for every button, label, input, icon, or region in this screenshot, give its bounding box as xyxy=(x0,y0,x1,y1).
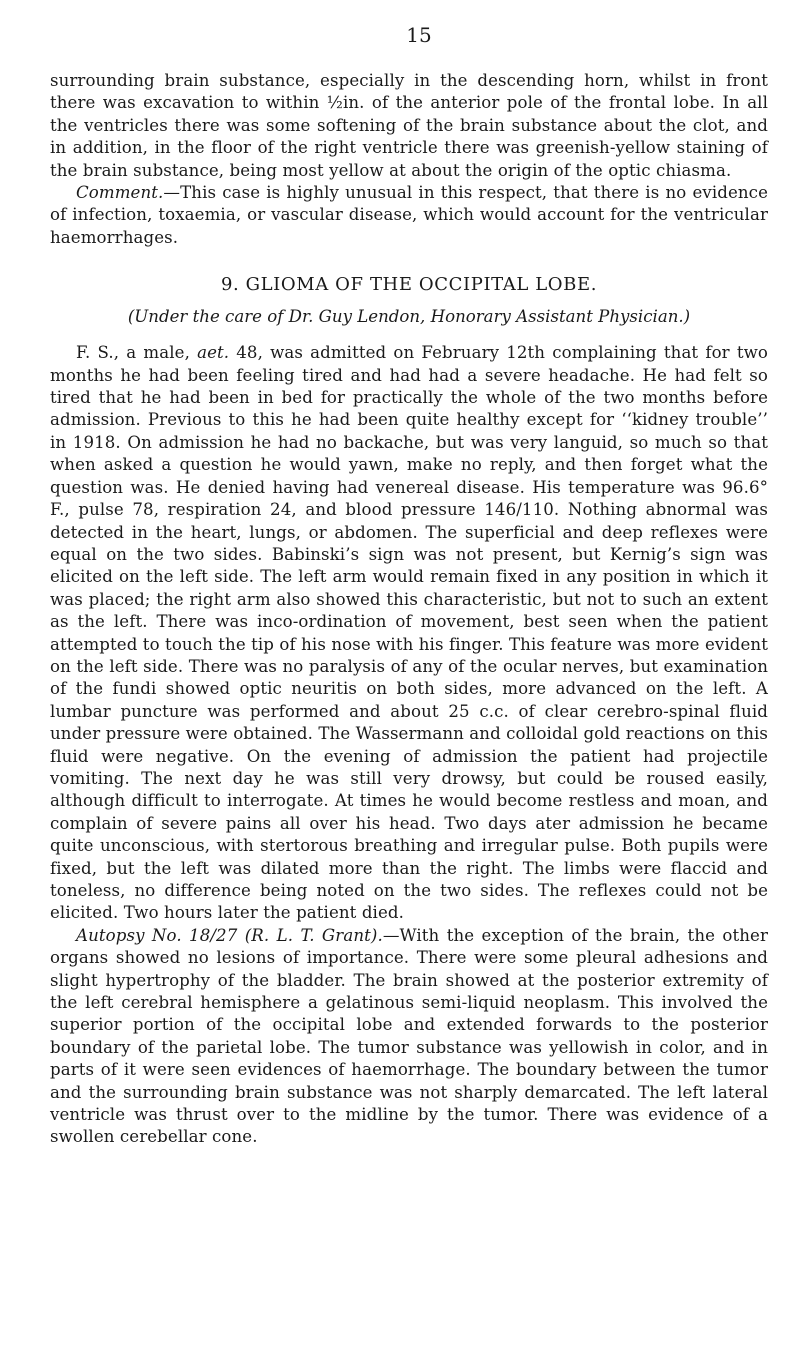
intro-paragraph: surrounding brain substance, especially in the descending horn, whilst in front there was excavation to within ½in. of the anterior pole of the frontal lobe. In all the ventricles there was some softening of the brain substance about the clot, and in addition, in the floor of the right ventricle there was greenish-yellow staining of the brain substance, being most yellow at about the origin of the optic chiasma. xyxy=(50,71,768,180)
page xyxy=(50,22,768,1149)
comment-label: Comment. xyxy=(76,183,164,203)
case-subheading-text: (Under the care of Dr. Guy Lendon, Honorary Assistant Physician.) xyxy=(127,307,691,327)
case-text-2: 48, was admitted on February 12th complaining that for two months he had been feeling tired and had had a severe headache. He had felt so tired that he had been in bed for practically the whole of the two months before admission. Previous to this he had been quite healthy except for ‘‘kidney trouble’’ in 1918. On admission he had no backache, but was very languid, so much so that when asked a question he would yawn, make no reply, and then forget what the question was. He denied having had venereal disease. His temperature was 96.6° F., pulse 78, respiration 24, and blood pressure 146/110. Nothing abnormal was detected in the heart, lungs, or abdomen. The superficial and deep reflexes were equal on the two sides. Babinski’s sign was not present, but Kernig’s sign was elicited on the left side. The left arm would remain fixed in any position in which it was placed; the right arm also showed this characteristic, but not to such an extent as the left. There was inco-ordination of movement, best seen when the patient attempted to touch the tip of his nose with his finger. This feature was more evident on the left side. There was no paralysis of any of the ocular nerves, but examination of the fundi showed optic neuritis on both sides, more advanced on the left. A lumbar puncture was performed and about 25 c.c. of clear cerebro-spinal fluid under pressure were obtained. The Wassermann and colloidal gold reactions on this fluid were negative. On the evening of admission the patient had projectile vomiting. The next day he was still very drowsy, but could be roused easily, although difficult to interrogate. At times he would become restless and moan, and complain of severe pains all over his head. Two days ater admission he became quite unconscious, with stertorous breathing and irregular pulse. Both pupils were fixed, but the left was dilated more than the right. The limbs were flaccid and toneless, no difference being noted on the two sides. The reflexes could not be elicited. Two hours later the patient died. xyxy=(50,343,768,923)
comment-paragraph xyxy=(50,182,768,249)
case-heading: 9. GLIOMA OF THE OCCIPITAL LOBE. xyxy=(220,274,598,296)
comment-text: —This case is highly unusual in this respect, that there is no evidence of infection, toxaemia, or vascular disease, which would account for the ventricular haemorrhages. xyxy=(50,183,768,247)
case-text-1: F. S., a male, xyxy=(76,343,198,363)
case-paragraph xyxy=(50,342,768,925)
autopsy-text: —With the exception of the brain, the other organs showed no lesions of importance. There were some pleural adhesions and slight hypertrophy of the bladder. The brain showed at the posterior extremity of the left cerebral hemisphere a gelatinous semi-liquid neoplasm. This involved the superior portion of the occipital lobe and extended forwards to the posterior boundary of the parietal lobe. The tumor substance was yellowish in color, and in parts of it were seen evidences of haemorrhage. The boundary between the tumor and the surrounding brain substance was not sharply demarcated. The left lateral ventricle was thrust over to the midline by the tumor. There was evidence of a swollen cerebellar cone. xyxy=(50,925,768,1147)
autopsy-label: Autopsy No. 18/27 (R. L. T. Grant). xyxy=(76,925,383,945)
case-subheading xyxy=(50,306,768,328)
autopsy-paragraph xyxy=(50,925,768,1149)
page-number: 15 xyxy=(406,23,432,47)
case-aet: aet. xyxy=(197,343,230,363)
